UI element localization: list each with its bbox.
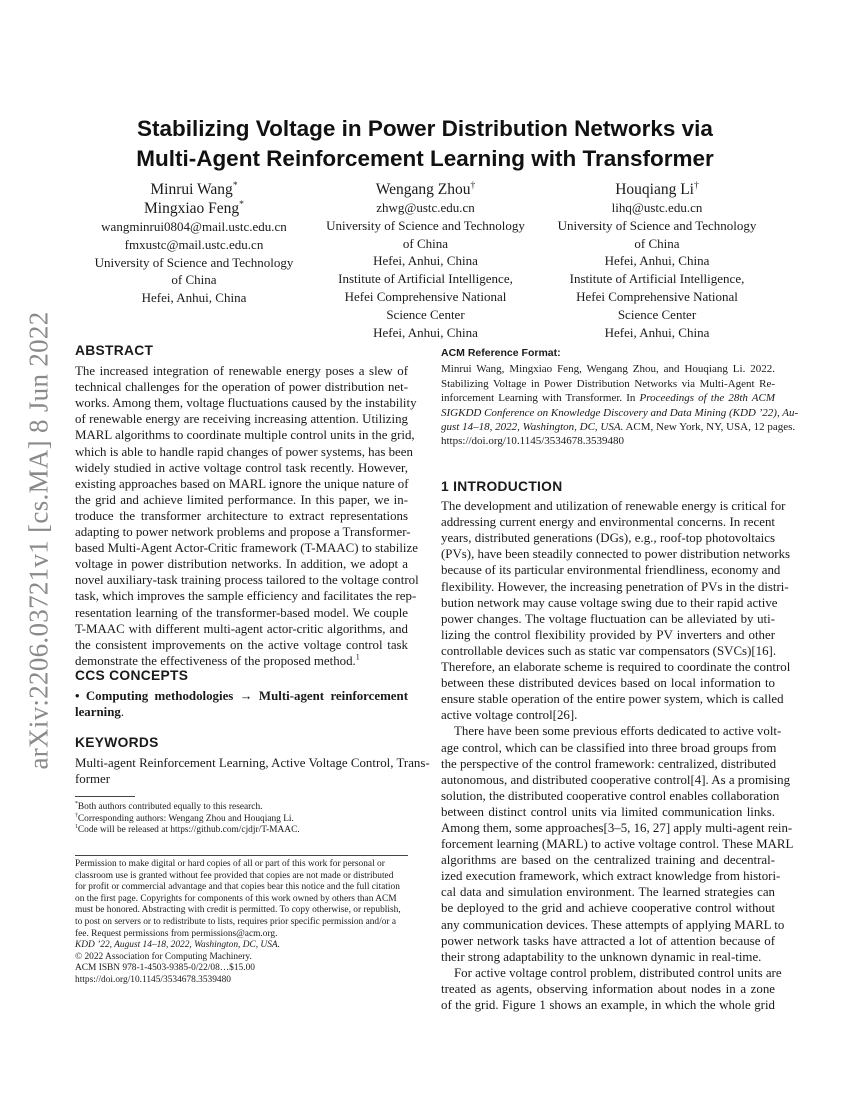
author-email: zhwg@ustc.edu.cn [376, 200, 475, 215]
text-line: for profit or commercial advantage and that copies bear this notice and the full citation [75, 882, 400, 893]
equal-contribution-mark: * [232, 179, 238, 191]
text-line: years, distributed generations (DGs), e.g., roof-top photovoltaics [441, 531, 775, 546]
ccs-heading: CCS CONCEPTS [75, 668, 189, 683]
author-institute: Hefei Comprehensive National [344, 288, 507, 304]
footnote-text: Corresponding authors: Wengang Zhou and Houqiang Li. [77, 813, 294, 824]
footnotes [75, 802, 408, 837]
acm-ref-line: inforcement Learning with Transformer. In Proceedings of the 28th ACM [441, 392, 775, 405]
arxiv-id: arXiv:2206.03721v1 [cs.MA] 8 Jun 2022 [23, 310, 54, 770]
text-line: For active voltage control problem, distributed control units are [454, 965, 782, 980]
text-line: task, which improves the sample efficiency and facilitates the rep- [75, 589, 417, 604]
text-line: cal data and simulation environment. The learned strategies can [441, 885, 775, 900]
ccs-concept: • Computing methodologies → Multi-agent reinforcement [75, 689, 408, 704]
author-block-3 [538, 180, 776, 341]
acm-ref-line: SIGKDD Conference on Knowledge Discovery and Data Mining (KDD ’22), Au- [441, 406, 799, 419]
author-institute: Institute of Artificial Intelligence, [569, 271, 745, 287]
author-institute: Science Center [386, 306, 465, 322]
author-location: Hefei, Anhui, China [604, 324, 710, 340]
ccs-section [75, 668, 408, 720]
copyright-line: © 2022 Association for Computing Machinery. [75, 951, 252, 962]
intro-heading: 1 INTRODUCTION [441, 479, 563, 494]
text-line: between distinct control units via limited communication links. [441, 804, 775, 819]
text-line: power network tasks have attracted a lot of attention because of [441, 933, 775, 948]
text-line: of the grid. Figure 1 shows an example, in which the whole grid [441, 998, 775, 1012]
text-line: their strong adaptability to the unknown dynamic in real-time. [441, 949, 762, 964]
author-email: wangminrui0804@mail.ustc.edu.cn [101, 219, 287, 234]
text-line: must be honored. Abstracting with credit is permitted. To copy otherwise, or republish, [75, 905, 401, 916]
title-line: Multi-Agent Reinforcement Learning with Transformer [136, 146, 714, 171]
text-line: flexibility. However, the increasing penetration of PVs in the distri- [441, 579, 789, 594]
author-location: Hefei, Anhui, China [373, 253, 478, 269]
title-line: Stabilizing Voltage in Power Distribution Networks via [137, 116, 713, 141]
abstract-body [75, 363, 419, 669]
text-line: Among them, some approaches[3–5, 16, 27] apply multi-agent rein- [441, 820, 793, 835]
text-line: The increased integration of renewable energy poses a slew of [75, 364, 408, 379]
intro-paragraph-2 [441, 723, 794, 964]
text-line: algorithms are based on the centralized training and decentral- [441, 853, 775, 868]
author-name: Houqiang Li [615, 181, 694, 198]
text-line: power changes. The voltage fluctuation can be alleviated by uti- [441, 611, 775, 626]
text-line: forcement learning (MARL) to active voltage control. These MARL [441, 837, 794, 852]
text-line: existing approaches based on MARL ignore the unique nature of [75, 476, 409, 491]
text-line: to post on servers or to redistribute to lists, requires prior specific permission and/or a [75, 916, 397, 927]
text-line: be deployed to the grid and achieve cooperative control without [441, 901, 775, 916]
author-affiliation: University of Science and Technology [94, 254, 294, 270]
text-line: ensure stable operation of the entire power system, which is called [441, 692, 784, 707]
author-institute: Institute of Artificial Intelligence, [338, 271, 513, 287]
permission-rule [75, 855, 408, 856]
text-line: resentation learning of the transformer-based model. We couple [75, 605, 408, 620]
permission-body [75, 859, 408, 940]
author-institute: Hefei Comprehensive National [576, 288, 738, 304]
ccs-period: . [120, 705, 125, 720]
text-line: the consistent improvements on the active voltage control task [75, 637, 408, 652]
corresponding-mark: † [470, 179, 476, 191]
text-line: The development and utilization of renewable energy is critical for [441, 499, 786, 514]
corresponding-mark: † [693, 179, 699, 191]
acm-ref-doi[interactable]: https://doi.org/10.1145/3534678.3539480 [441, 435, 625, 448]
text-line: of renewable energy are receiving increasing attention. Utilizing [75, 412, 408, 427]
arxiv-watermark [16, 295, 62, 785]
text-line: technical challenges for the operation of power distribution net- [75, 380, 408, 395]
author-location: Hefei, Anhui, China [604, 253, 710, 269]
text-line: troduce the transformer architecture to extract representations [75, 508, 408, 523]
text-line: addressing current energy and environmental concerns. In recent [441, 515, 775, 530]
footnote-ref-mark: 1 [355, 652, 360, 662]
text-line: works. Among them, voltage fluctuations caused by the instability [75, 396, 417, 411]
text-line: active voltage control[26]. [441, 708, 578, 723]
isbn-line: ACM ISBN 978-1-4503-9385-0/22/08…$15.00 [75, 963, 255, 974]
text-line: solution, the distributed cooperative control enables collaboration [441, 788, 780, 803]
text-line: age control, which can be classified into three broad groups from [441, 740, 777, 755]
author-block-2 [313, 180, 538, 341]
author-location: Hefei, Anhui, China [141, 290, 247, 306]
author-location: Hefei, Anhui, China [373, 324, 478, 340]
text-line: which is able to handle rapid changes of power systems, has been [75, 444, 413, 459]
text-line: because of its particular environmental friendliness, economy and [441, 563, 781, 578]
text-line: There have been some previous efforts dedicated to active volt- [454, 724, 782, 739]
doi-link[interactable]: https://doi.org/10.1145/3534678.3539480 [75, 974, 231, 985]
footnote-text: Code will be released at https://github.com/cjdjr/T-MAAC. [77, 825, 300, 836]
text-line: any communication devices. These attempts of applying MARL to [441, 917, 785, 932]
abstract-section [75, 343, 419, 669]
text-line: (PVs), have been steadily connected to power distribution networks [441, 547, 791, 562]
text-line: fee. Request permissions from permissions@acm.org. [75, 928, 278, 939]
text-line: lizing the control flexibility provided by PV inverters and other [441, 627, 775, 642]
keywords-text: Multi-agent Reinforcement Learning, Active Voltage Control, Trans- [75, 756, 430, 771]
text-line: MARL algorithms to coordinate multiple control units in the grid, [75, 428, 415, 443]
conference-info: KDD ’22, August 14–18, 2022, Washington, DC, USA. [75, 940, 280, 951]
intro-paragraph-3 [441, 965, 782, 1013]
text-line: novel auxiliary-task training process tailored to the voltage control [75, 573, 419, 588]
text-line: voltage in power distribution networks. In addition, we adopt a [75, 557, 408, 572]
text-line: Therefore, an elaborate scheme is required to coordinate the control [441, 660, 791, 675]
abstract-heading: ABSTRACT [75, 343, 154, 358]
footnote-text: Both authors contributed equally to this research. [77, 802, 263, 812]
equal-contribution-mark: * [239, 198, 244, 210]
author-institute: Science Center [617, 306, 697, 322]
text-line: the grid and achieve limited performance. In this paper, we in- [75, 492, 408, 507]
author-name: Wengang Zhou [375, 181, 471, 198]
text-line: autonomous, and distributed cooperative control[4]. As a promising [441, 772, 791, 787]
text-line: controllable devices such as static var compensators (SVCs)[16]. [441, 643, 777, 658]
text-line: between these distributed devices based on local information to [441, 676, 775, 691]
text-line: demonstrate the effectiveness of the proposed method. [75, 653, 356, 668]
text-line: on the first page. Copyrights for components of this work owned by others than ACM [75, 893, 397, 904]
footnote-mark: * [75, 800, 78, 807]
text-line: widely studied in active voltage control task recently. However, [75, 460, 408, 475]
acm-ref-line: Stabilizing Voltage in Power Distribution Networks via Multi-Agent Re- [441, 377, 775, 390]
intro-paragraph-1 [441, 498, 791, 723]
text-line: the perspective of the control framework: centralized, distributed [441, 756, 777, 771]
acm-ref-heading: ACM Reference Format: [441, 347, 561, 359]
author-affiliation: University of Science and Technology [326, 217, 525, 233]
permission-block [75, 859, 408, 987]
text-line: bution network may cause voltage swing due to their rapid active [441, 595, 778, 610]
acm-ref-line: gust 14–18, 2022, Washington, DC, USA. ACM, New York, NY, USA, 12 pages. [441, 421, 796, 434]
author-name: Mingxiao Feng [144, 200, 240, 217]
acm-ref-line: Minrui Wang, Mingxiao Feng, Wengang Zhou, and Houqiang Li. 2022. [441, 363, 775, 376]
keywords-text: former [75, 772, 111, 787]
keywords-heading: KEYWORDS [75, 735, 159, 750]
text-line: ized execution framework, which extract knowledge from histori- [441, 869, 781, 884]
author-block-1 [75, 180, 313, 307]
text-line: based Multi-Agent Actor-Critic framework (T-MAAC) to stabilize [75, 541, 418, 556]
introduction-section [441, 479, 794, 1013]
footnote-rule [75, 796, 135, 797]
author-name: Minrui Wang [150, 181, 233, 198]
author-affiliation: University of Science and Technology [557, 217, 757, 233]
author-affiliation: of China [634, 235, 680, 251]
text-line: adapting to power network problems and propose a Transformer- [75, 525, 411, 540]
text-line: classroom use is granted without fee provided that copies are not made or distributed [75, 870, 394, 881]
author-affiliation: of China [171, 272, 217, 288]
text-line: T-MAAC with different multi-agent actor-critic algorithms, and [75, 621, 408, 636]
author-email: lihq@ustc.edu.cn [611, 200, 703, 215]
footnote-mark: † [75, 812, 78, 819]
text-line: Permission to make digital or hard copies of all or part of this work for personal or [75, 859, 385, 869]
keywords-section [75, 735, 430, 787]
author-affiliation: of China [402, 235, 449, 251]
author-email: fmxustc@mail.ustc.edu.cn [124, 236, 264, 252]
paper-title [75, 114, 775, 174]
text-line: treated as agents, observing information about nodes in a zone [441, 981, 775, 996]
ccs-concept: learning [75, 705, 121, 720]
acm-reference-section [441, 346, 799, 449]
footnote-mark: 1 [75, 824, 78, 831]
